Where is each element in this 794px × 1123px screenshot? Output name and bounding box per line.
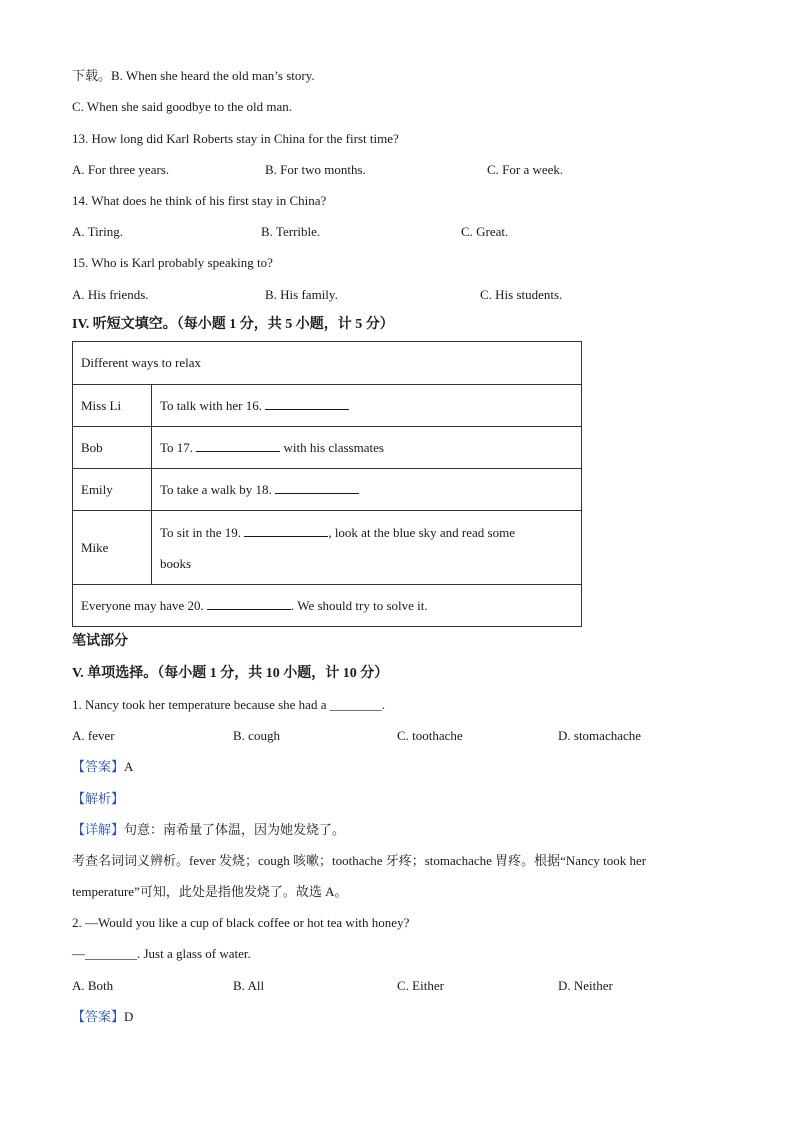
blank-20[interactable]: [207, 597, 291, 610]
fill-in-table: [72, 341, 582, 627]
explanation-line: 考查名词词义辨析。fever 发烧；cough 咳嗽；toothache 牙疼；stomachache 胃疼。根据“Nancy took her: [72, 853, 647, 868]
option-a: A. For three years.: [72, 162, 170, 177]
table-row: [73, 469, 582, 511]
explanation-line: temperature”可知，此处是指他发烧了。故选 A。: [72, 884, 348, 899]
option-c: C. Great.: [461, 224, 509, 239]
detail-line: 【详解】句意：南希量了体温，因为她发烧了。: [72, 822, 346, 837]
option-a: A. fever: [72, 728, 115, 743]
table-row: [73, 427, 582, 469]
blank-17[interactable]: [196, 439, 280, 452]
option-b: B. All: [233, 978, 265, 993]
option-c: C. toothache: [397, 728, 463, 743]
option-line: 下载。B. When she heard the old man’s story.: [72, 68, 315, 83]
option-c: C. His students.: [480, 287, 563, 302]
section-4-title: IV. 听短文填空。（每小题 1 分，共 5 小题，计 5 分）: [72, 317, 394, 332]
blank-16[interactable]: [265, 397, 349, 410]
row-content: To sit in the 19. , look at the blue sky and read some books: [152, 511, 582, 585]
option-a: A. Tiring.: [72, 224, 123, 239]
option-c: C. Either: [397, 978, 444, 993]
row-content: To take a walk by 18.: [152, 469, 582, 511]
question-15: 15. Who is Karl probably speaking to?: [72, 255, 273, 270]
answer-line: 【答案】D: [72, 1009, 134, 1024]
row-name: Miss Li: [73, 385, 152, 427]
row-content: To 17. with his classmates: [152, 427, 582, 469]
table-row: [73, 385, 582, 427]
option-b: B. cough: [233, 728, 280, 743]
option-d: D. stomachache: [558, 728, 642, 743]
question-1: 1. Nancy took her temperature because she had a ________.: [72, 697, 385, 712]
question-2-reply: —________. Just a glass of water.: [72, 946, 251, 961]
row-name: Mike: [73, 511, 152, 585]
option-a: A. His friends.: [72, 287, 149, 302]
written-part-title: 笔试部分: [72, 634, 128, 649]
option-d: D. Neither: [558, 978, 613, 993]
question-14: 14. What does he think of his first stay in China?: [72, 193, 327, 208]
row-name: Emily: [73, 469, 152, 511]
option-b: B. Terrible.: [261, 224, 321, 239]
blank-18[interactable]: [275, 481, 359, 494]
table-footer: Everyone may have 20. . We should try to solve it.: [73, 585, 582, 627]
row-name: Bob: [73, 427, 152, 469]
question-2: 2. —Would you like a cup of black coffee or hot tea with honey?: [72, 915, 410, 930]
table-title: Different ways to relax: [73, 342, 582, 385]
option-c: C. For a week.: [487, 162, 564, 177]
option-b: B. For two months.: [265, 162, 366, 177]
analysis-label: 【解析】: [72, 791, 125, 806]
option-b: B. His family.: [265, 287, 338, 302]
row-content: To talk with her 16.: [152, 385, 582, 427]
option-a: A. Both: [72, 978, 114, 993]
answer-line: 【答案】A: [72, 759, 134, 774]
blank-19[interactable]: [244, 524, 328, 537]
table-row: [73, 511, 582, 585]
option-line: C. When she said goodbye to the old man.: [72, 99, 293, 114]
section-5-title: V. 单项选择。（每小题 1 分，共 10 小题，计 10 分）: [72, 666, 389, 681]
question-13: 13. How long did Karl Roberts stay in China for the first time?: [72, 131, 399, 146]
